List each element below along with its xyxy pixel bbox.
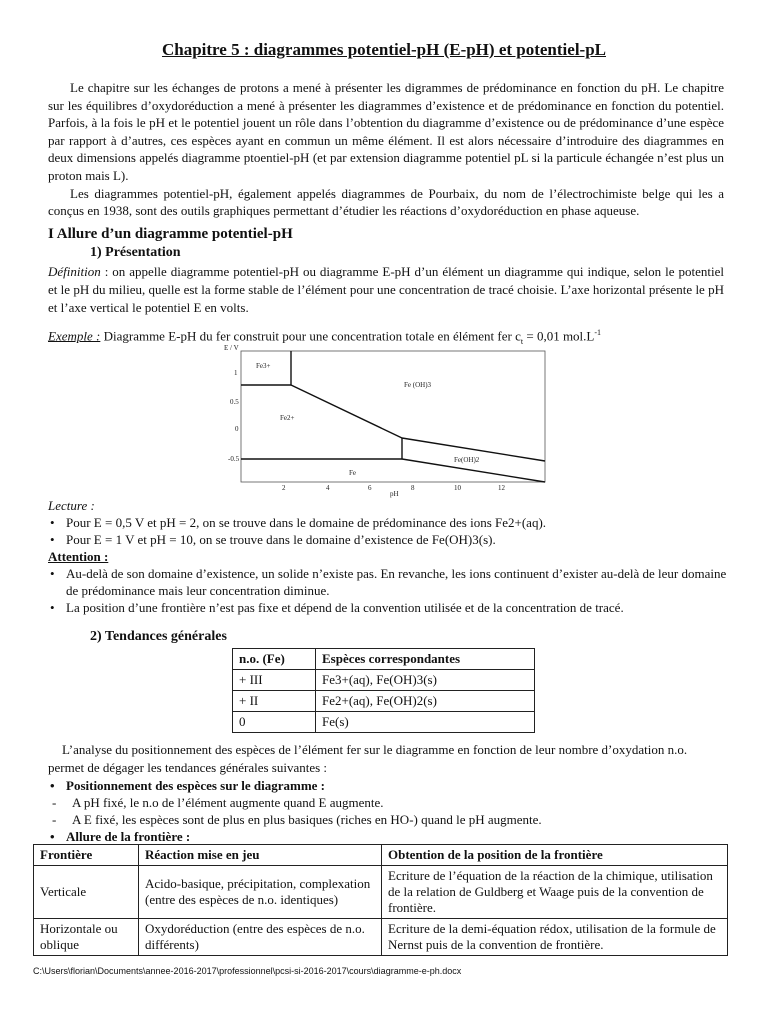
- x-tick-label: 4: [326, 484, 330, 492]
- subsection-heading: 1) Présentation: [90, 245, 181, 260]
- x-tick-label: 10: [454, 484, 461, 492]
- y-axis-label: E / V: [224, 344, 239, 352]
- example-text: Diagramme E-pH du fer construit pour une concentration totale en élément fer c: [100, 328, 521, 344]
- table-cell: Fe3+(aq), Fe(OH)3(s): [316, 670, 535, 691]
- definition-text: : on appelle diagramme potentiel-pH ou diagramme E-pH d’un élément un diagramme qui indique, selon le potentiel et le pH du milieu, quelle est la forme stable de l’élément pour une concentration de tracé choisie. L’axe horizontal présente le pH et l’axe vertical le potentiel E en volts.: [48, 264, 724, 315]
- y-tick-label: -0.5: [228, 455, 240, 463]
- x-tick-label: 12: [498, 484, 505, 492]
- table-cell: Verticale: [34, 866, 139, 919]
- example-label: Exemple :: [48, 328, 101, 344]
- list-item: • Pour E = 0,5 V et pH = 2, on se trouve dans le domaine de prédominance des ions Fe2+(aq).: [48, 514, 728, 531]
- x-tick-label: 2: [282, 484, 286, 492]
- intro-paragraph: Le chapitre sur les échanges de protons a mené à présenter les digrammes de prédominance en fonction du pH. Le chapitre sur les équilibres d’oxydoréduction a mené à présenter les diagrammes d’existence et de prédominance en fonction du potentiel. Parfois, à la fois le pH et le potentiel jouent un rôle dans l’obtention du diagramme d’existence ou de prédominance d’une espèce par rapport à d’autres, ces espèces ayant en commun un même élément. Il est alors nécessaire d’introduire des diagrammes en deux dimensions appelés diagramme ptoentiel-pH (et par extension diagramme potentiel pL si la particule échangée n’est plus un proton mais L).: [48, 80, 724, 183]
- region-label: Fe(OH)2: [454, 456, 480, 464]
- tendencies: [48, 777, 728, 845]
- table-row: [233, 712, 535, 733]
- list-item: - A E fixé, les espèces sont de plus en plus basiques (riches en HO-) quand le pH augmente.: [48, 811, 728, 828]
- frontier-label: • Allure de la frontière :: [48, 828, 728, 845]
- frontier-line: [291, 385, 402, 438]
- section-heading: I Allure d’un diagramme potentiel-pH: [48, 226, 293, 242]
- table-row: [233, 691, 535, 712]
- attention-label: Attention :: [48, 549, 109, 564]
- positioning-label: • Positionnement des espèces sur le diagramme :: [48, 777, 728, 794]
- frontier-table: [33, 844, 728, 956]
- table-row: [34, 919, 728, 956]
- table-cell: Fe2+(aq), Fe(OH)2(s): [316, 691, 535, 712]
- lecture-section: [48, 497, 728, 616]
- table-cell: + III: [233, 670, 316, 691]
- lecture-label: Lecture :: [48, 498, 95, 513]
- table-cell: Ecriture de la demi-équation rédox, utilisation de la formule de Nernst puis de la convention de frontière.: [382, 919, 728, 956]
- file-path-footer: C:\Users\florian\Documents\annee-2016-2017\professionnel\pcsi-si-2016-2017\cours\diagramme-e-ph.docx: [33, 966, 462, 976]
- intro: [48, 79, 724, 220]
- table-cell: + II: [233, 691, 316, 712]
- list-item: • Pour E = 1 V et pH = 10, on se trouve dans le domaine d’existence de Fe(OH)3(s).: [48, 531, 728, 548]
- table-header: n.o. (Fe): [233, 649, 316, 670]
- x-axis-label: pH: [390, 490, 399, 498]
- example-tail: = 0,01 mol.L: [523, 328, 595, 344]
- region-label: Fe (OH)3: [404, 381, 432, 389]
- e-ph-diagram: [210, 340, 560, 500]
- lecture-list: [48, 514, 728, 548]
- y-tick-label: 0.5: [230, 398, 239, 406]
- table-cell: Horizontale ou oblique: [34, 919, 139, 956]
- table-header: Obtention de la position de la frontière: [382, 845, 728, 866]
- table-cell: Ecriture de l’équation de la réaction de la chimique, utilisation de la relation de Guldberg et Waage puis de la convention de frontière.: [382, 866, 728, 919]
- table-cell: Oxydoréduction (entre des espèces de n.o. différents): [139, 919, 382, 956]
- list-item: • Au-delà de son domaine d’existence, un solide n’existe pas. En revanche, les ions continuent d’exister au-delà de leur domaine de prédominance mais leur concentration diminue.: [48, 565, 728, 599]
- intro-paragraph: Les diagrammes potentiel-pH, également appelés diagrammes de Pourbaix, du nom de l’électrochimiste belge qui les a conçus en 1938, sont des outils graphiques permettant d’étudier les réactions d’oxydoréduction en phase aqueuse.: [48, 185, 724, 219]
- subsection-heading: 2) Tendances générales: [90, 629, 227, 644]
- definition-label: Définition: [48, 264, 101, 279]
- attention-list: [48, 565, 728, 616]
- table-header: Frontière: [34, 845, 139, 866]
- list-item: - A pH fixé, le n.o de l’élément augmente quand E augmente.: [48, 794, 728, 811]
- page-title: Chapitre 5 : diagrammes potentiel-pH (E-pH) et potentiel-pL: [161, 40, 606, 59]
- table-cell: 0: [233, 712, 316, 733]
- oxidation-table: [232, 648, 535, 733]
- table-header: Réaction mise en jeu: [139, 845, 382, 866]
- table-header: Espèces correspondantes: [316, 649, 535, 670]
- table-cell: Fe(s): [316, 712, 535, 733]
- table-row: [233, 670, 535, 691]
- table-cell: Acido-basique, précipitation, complexation (entre des espèces de n.o. identiques): [139, 866, 382, 919]
- region-label: Fe: [349, 469, 356, 477]
- y-tick-label: 1: [234, 369, 238, 377]
- x-tick-label: 6: [368, 484, 372, 492]
- y-tick-label: 0: [235, 425, 239, 433]
- region-label: Fe3+: [256, 362, 271, 370]
- analysis-text: L’analyse du positionnement des espèces de l’élément fer sur le diagramme en fonction de leur nombre d’oxydation n.o. permet de dégager les tendances générales suivantes :: [48, 742, 688, 775]
- example-sup: -1: [594, 328, 602, 337]
- definition: [48, 263, 724, 317]
- table-row: [34, 866, 728, 919]
- x-tick-label: 8: [411, 484, 415, 492]
- region-label: Fe2+: [280, 414, 295, 422]
- list-item: • La position d’une frontière n’est pas fixe et dépend de la convention utilisée et de la concentration de tracé.: [48, 599, 728, 616]
- example-sub: t: [520, 336, 524, 346]
